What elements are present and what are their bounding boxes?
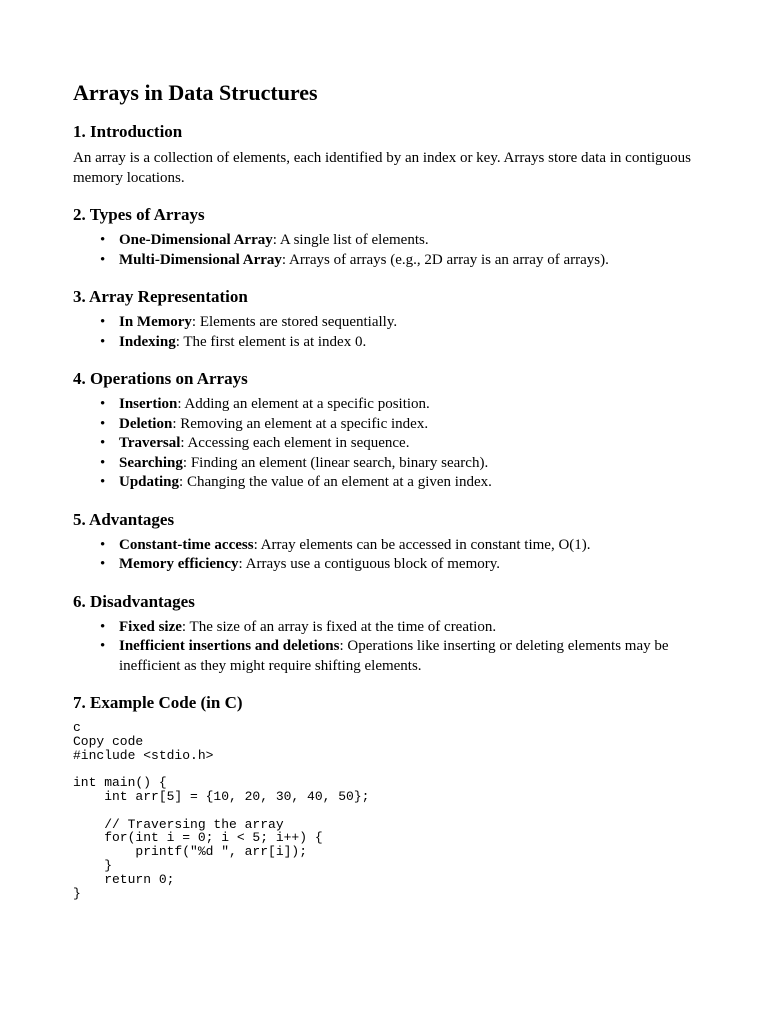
item-desc: : The size of an array is fixed at the time of creation. [181,618,497,635]
section-types [73,204,713,270]
list-item [73,618,713,638]
item-desc: : Elements are stored sequentially. [191,314,398,330]
list-item [73,555,713,575]
section-introduction [73,121,713,188]
list-item [73,454,713,474]
bullet-icon: • [100,415,106,432]
item-desc: : Accessing each element in sequence. [180,435,410,451]
section-heading: 3. Array Representation [73,287,248,306]
section-disadvantages [73,591,713,677]
bullet-icon: • [100,618,106,635]
item-term: Insertion [119,396,178,412]
bullet-icon: • [100,251,106,268]
bullet-icon: • [100,556,106,572]
item-desc: : Arrays of arrays (e.g., 2D array is an array of arrays). [281,251,609,268]
code-block: c Copy code #include <stdio.h> int main() { int arr[5] = {10, 20, 30, 40, 50}; // Traversing the array for(int i = 0; i < 5; i++) { printf("%d ", arr[i]); } return 0; } [73,720,370,901]
bullet-list [73,231,713,270]
section-heading: 6. Disadvantages [73,591,195,611]
list-item [73,637,713,676]
item-desc: : The first element is at index 0. [175,333,367,350]
section-representation [73,286,713,352]
bullet-icon: • [100,454,106,471]
bullet-icon: • [100,396,106,412]
item-desc: : Array elements can be accessed in constant time, O(1). [253,536,591,553]
bullet-list [73,313,713,352]
item-desc: : Arrays use a contiguous block of memory. [238,556,501,572]
list-item [73,333,713,353]
bullet-list [73,536,713,575]
item-term: Inefficient insertions and deletions [119,638,340,654]
list-item [73,536,713,556]
list-item [73,434,713,454]
list-item [73,251,713,271]
section-advantages [73,509,713,575]
section-heading: 2. Types of Arrays [73,205,205,224]
section-heading: 7. Example Code (in C) [73,693,243,712]
section-heading: 5. Advantages [73,509,175,529]
section-example-code [73,692,713,900]
item-term: Searching [119,454,183,471]
item-term: Multi-Dimensional Array [119,251,282,268]
list-item [73,473,713,493]
item-term: In Memory [119,314,192,330]
bullet-list [73,618,713,677]
item-desc: : Operations like inserting or deleting elements may be inefficient as they might require shifting elements. [119,638,669,674]
section-operations [73,368,713,493]
item-term: Constant-time access [119,536,254,553]
item-term: Fixed size [119,618,182,635]
list-item [73,415,713,435]
document-page [73,78,713,900]
bullet-icon: • [100,333,106,350]
list-item [73,231,713,251]
intro-paragraph: An array is a collection of elements, each identified by an index or key. Arrays store data in contiguous memory locations. [73,150,691,186]
item-desc: : Changing the value of an element at a given index. [179,474,492,490]
item-term: One-Dimensional Array [119,232,273,248]
list-item [73,395,713,415]
bullet-icon: • [100,314,106,330]
page-title: Arrays in Data Structures [73,80,318,105]
item-desc: : Removing an element at a specific index. [172,415,429,432]
item-desc: : A single list of elements. [272,232,429,248]
item-desc: : Adding an element at a specific position. [177,396,430,412]
section-heading: 1. Introduction [73,122,183,141]
bullet-icon: • [100,232,106,248]
bullet-icon: • [100,536,106,553]
bullet-icon: • [100,638,106,654]
item-term: Memory efficiency [119,556,239,572]
bullet-list [73,395,713,493]
item-term: Deletion [119,415,173,432]
item-desc: : Finding an element (linear search, binary search). [182,454,489,471]
list-item [73,313,713,333]
item-term: Indexing [119,333,176,350]
item-term: Updating [119,474,180,490]
bullet-icon: • [100,435,106,451]
section-heading: 4. Operations on Arrays [73,369,248,388]
bullet-icon: • [100,474,106,490]
item-term: Traversal [119,435,181,451]
